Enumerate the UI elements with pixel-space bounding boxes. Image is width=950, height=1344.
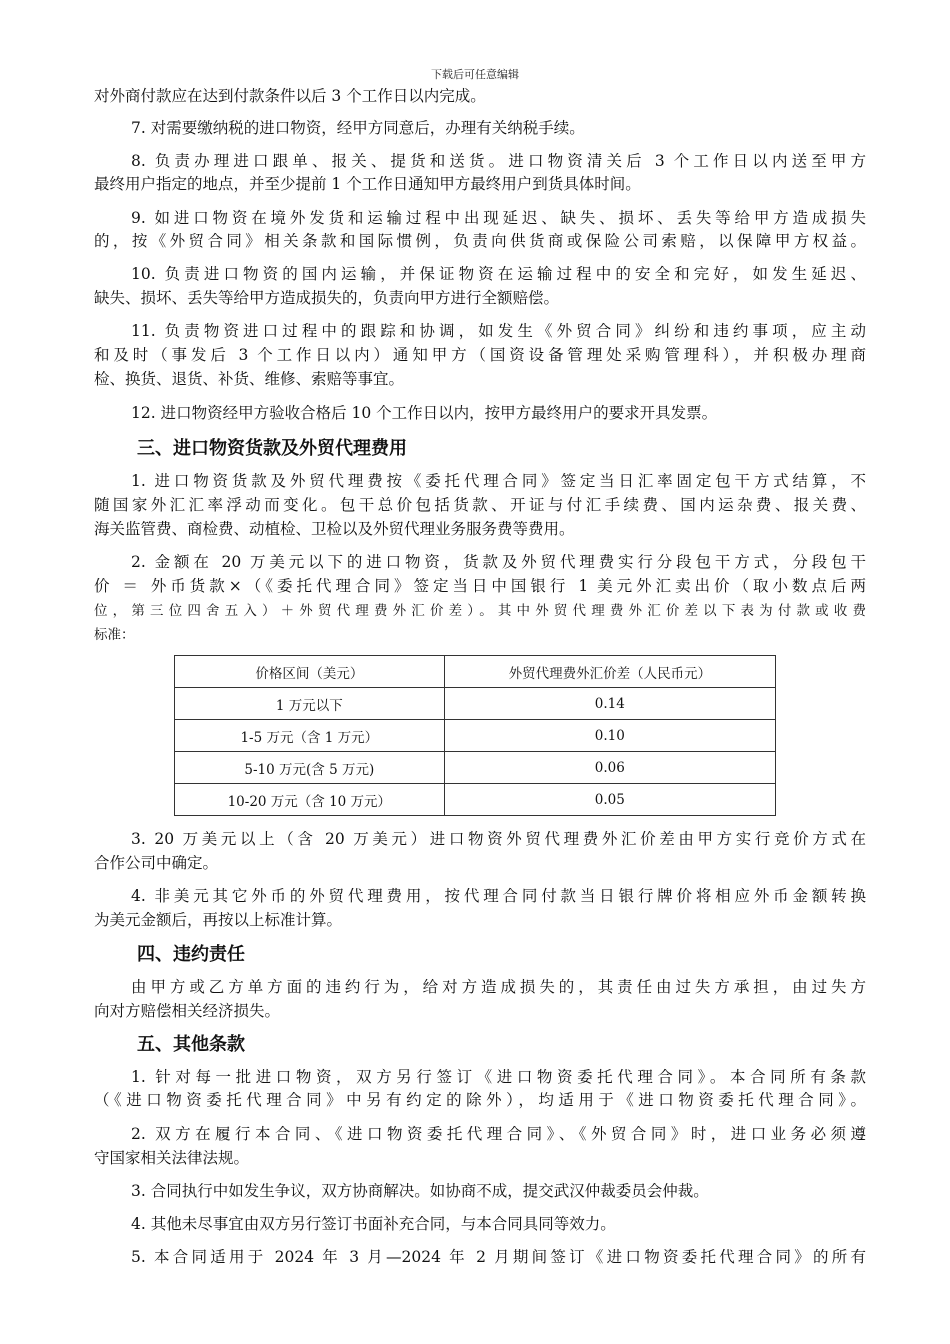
text-line: 缺失、损坏、丢失等给甲方造成损失的，负责向甲方进行全额赔偿。 bbox=[94, 289, 560, 307]
table-cell: 1-5 万元（含 1 万元） bbox=[175, 720, 445, 752]
table-cell: 10-20 万元（含 10 万元） bbox=[175, 784, 445, 816]
table-cell: 0.06 bbox=[444, 752, 775, 784]
table-cell: 1 万元以下 bbox=[175, 688, 445, 720]
table-cell: 5-10 万元(含 5 万元) bbox=[175, 752, 445, 784]
table-header-cell: 外贸代理费外汇价差（人民币元） bbox=[444, 656, 775, 688]
table-cell: 0.14 bbox=[444, 688, 775, 720]
section-heading: 五、其他条款 bbox=[137, 1034, 245, 1055]
text-line: 最终用户指定的地点，并至少提前 1 个工作日通知甲方最终用户到货具体时间。 bbox=[94, 175, 641, 193]
text-line: 1. 针对每一批进口物资，双方另行签订《进口物资委托代理合同》。本合同所有条款 bbox=[131, 1068, 866, 1086]
text-line: 随国家外汇汇率浮动而变化。包干总价包括货款、开证与付汇手续费、国内运杂费、报关费、 bbox=[94, 496, 866, 514]
fee-rate-table bbox=[174, 655, 776, 816]
text-line: 1. 进口物资货款及外贸代理费按《委托代理合同》签定当日汇率固定包干方式结算，不 bbox=[131, 472, 866, 490]
text-line: 9. 如进口物资在境外发货和运输过程中出现延迟、缺失、损坏、丢失等给甲方造成损失 bbox=[131, 209, 866, 227]
text-line: 价 ＝ 外币货款×（《委托代理合同》签定当日中国银行 1 美元外汇卖出价（取小数点后两 bbox=[94, 577, 866, 595]
section-heading: 四、违约责任 bbox=[137, 944, 245, 965]
table-row bbox=[175, 752, 776, 784]
table-row bbox=[175, 720, 776, 752]
text-line: 合作公司中确定。 bbox=[94, 854, 219, 872]
text-line: 标准： bbox=[94, 627, 135, 643]
text-line: 3. 20 万美元以上（含 20 万美元）进口物资外贸代理费外汇价差由甲方实行竞价方式在 bbox=[131, 830, 866, 848]
text-line: 对外商付款应在达到付款条件以后 3 个工作日以内完成。 bbox=[94, 87, 486, 105]
table-header-row bbox=[175, 656, 776, 688]
table-cell: 0.10 bbox=[444, 720, 775, 752]
section-heading: 三、进口物资货款及外贸代理费用 bbox=[137, 438, 407, 459]
text-line: 2. 金额在 20 万美元以下的进口物资，货款及外贸代理费实行分段包干方式，分段包干 bbox=[131, 553, 866, 571]
text-line: 检、换货、退货、补货、维修、索赔等事宜。 bbox=[94, 370, 405, 388]
text-line: 3. 合同执行中如发生争议，双方协商解决。如协商不成，提交武汉仲裁委员会仲裁。 bbox=[131, 1182, 709, 1200]
text-line: 守国家相关法律法规。 bbox=[94, 1149, 250, 1167]
text-line: 11. 负责物资进口过程中的跟踪和协调，如发生《外贸合同》纠纷和违约事项，应主动 bbox=[131, 322, 866, 340]
text-line: 的，按《外贸合同》相关条款和国际惯例，负责向供货商或保险公司索赔，以保障甲方权益。 bbox=[94, 232, 866, 250]
text-line: 4. 非美元其它外币的外贸代理费用，按代理合同付款当日银行牌价将相应外币金额转换 bbox=[131, 887, 866, 905]
table-cell: 0.05 bbox=[444, 784, 775, 816]
table-header-cell: 价格区间（美元） bbox=[175, 656, 445, 688]
watermark: 下载后可任意编辑 bbox=[431, 68, 519, 81]
text-line: 4. 其他未尽事宜由双方另行签订书面补充合同，与本合同具同等效力。 bbox=[131, 1215, 616, 1233]
text-line: 5. 本合同适用于 2024 年 3 月—2024 年 2 月期间签订《进口物资委托代理合同》的所有 bbox=[131, 1248, 866, 1266]
text-line: 10. 负责进口物资的国内运输，并保证物资在运输过程中的安全和完好，如发生延迟、 bbox=[131, 265, 866, 283]
table-row bbox=[175, 688, 776, 720]
text-line: 8. 负责办理进口跟单、报关、提货和送货。进口物资清关后 3 个工作日以内送至甲方 bbox=[131, 152, 866, 170]
text-line: 12. 进口物资经甲方验收合格后 10 个工作日以内，按甲方最终用户的要求开具发票。 bbox=[131, 404, 718, 422]
text-line: （《进口物资委托代理合同》中另有约定的除外），均适用于《进口物资委托代理合同》。 bbox=[94, 1091, 866, 1109]
text-line: 位，第三位四舍五入）＋外贸代理费外汇价差）。其中外贸代理费外汇价差以下表为付款或收费 bbox=[94, 603, 866, 619]
text-line: 和及时（事发后 3 个工作日以内）通知甲方（国资设备管理处采购管理科），并积极办理商 bbox=[94, 346, 866, 364]
table-row bbox=[175, 784, 776, 816]
text-line: 由甲方或乙方单方面的违约行为，给对方造成损失的，其责任由过失方承担，由过失方 bbox=[131, 978, 866, 996]
text-line: 向对方赔偿相关经济损失。 bbox=[94, 1002, 281, 1020]
text-line: 2. 双方在履行本合同、《进口物资委托代理合同》、《外贸合同》时，进口业务必须遵 bbox=[131, 1125, 866, 1143]
text-line: 海关监管费、商检费、动植检、卫检以及外贸代理业务服务费等费用。 bbox=[94, 520, 575, 538]
text-line: 7. 对需要缴纳税的进口物资，经甲方同意后，办理有关纳税手续。 bbox=[131, 119, 585, 137]
text-line: 为美元金额后，再按以上标准计算。 bbox=[94, 911, 343, 929]
